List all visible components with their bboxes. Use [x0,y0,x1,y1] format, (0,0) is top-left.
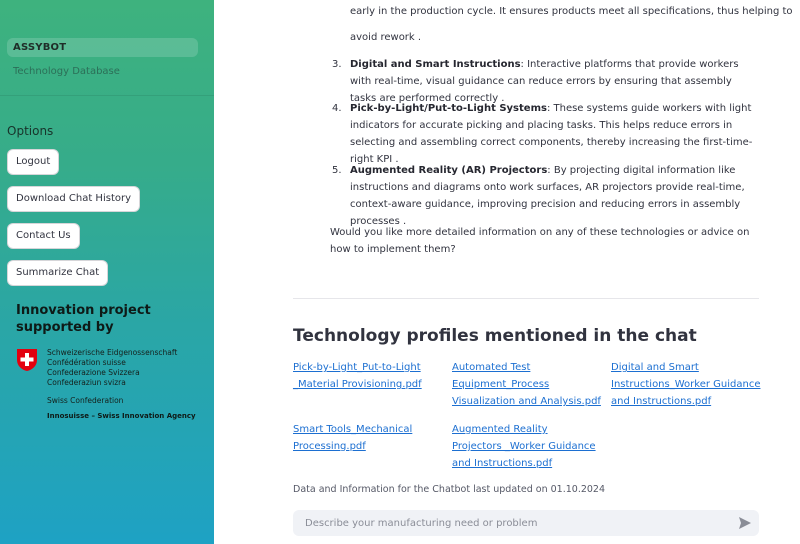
pdf-link-pick-by-light[interactable]: Pick-by-Light_Put-to-Light _Material Provisioning.pdf [293,362,422,390]
message-line: avoid rework . [350,32,422,43]
swiss-coat-of-arms-icon [16,348,38,372]
innosuisse-label: Innosuisse – Swiss Innovation Agency [47,412,196,420]
last-updated-note: Data and Information for the Chatbot last updated on 01.10.2024 [293,484,606,495]
message-cut-line: early in the production cycle. It ensures products meet all specifications, thus helping to [350,6,793,17]
chat-input-bar [293,510,759,536]
pdf-link-automated-test-equipment[interactable]: Automated Test Equipment_Process Visualization and Analysis.pdf [452,362,601,407]
pdf-link-smart-tools[interactable]: Smart Tools_Mechanical Processing.pdf [293,424,413,452]
follow-up-question: Would you like more detailed information on any of these technologies or advice on how to implement them? [330,227,750,255]
send-icon[interactable] [737,515,753,531]
section-divider [293,298,759,299]
download-chat-history-button[interactable]: Download Chat History [7,186,140,212]
pdf-link-digital-smart-instructions[interactable]: Digital and Smart Instructions_Worker Guidance and Instructions.pdf [611,362,761,407]
profiles-heading: Technology profiles mentioned in the chat [293,326,697,346]
logout-button[interactable]: Logout [7,149,59,175]
sidebar-divider [0,95,214,96]
contact-us-button[interactable]: Contact Us [7,223,80,249]
main-area: early in the production cycle. It ensures products meet all specifications, thus helping to avoid rework . 3. Digital and Smart Instructions: Interactive platforms that provide workers with real-time, visual guidance can reduce errors by ensuring that assembly tasks are performed correctly . 4. Pick-by-Light/Put-to-Light Systems: These systems guide workers with light indicators for accurate picking and placing tasks. This helps reduce errors in selecting and assembling correct components, thereby increasing the first-time-right KPI . 5. Augmented Reality (AR) Projectors: By projecting digital information like instructions and diagrams onto work surfaces, AR projectors provide real-time, context-aware guidance, improving precision and reducing errors in assembly processes . Would you like more detailed information on any of these technologies or advice on how to implement them? Technology profiles mentioned in the chat Pick-by-Light_Put-to-Light _Material Provisioning.pdf Automated Test Equipment_Process Visualization and Analysis.pdf Digital and Smart Instructions_Worker Guidance and Instructions.pdf Smart Tools_Mechanical Processing.pdf Augmented Reality Projectors _Worker Guidance and Instructions.pdf Data and Information for the Chatbot last updated on 01.10.2024 Describe your manufacturing need or problem [214,0,800,544]
swiss-logo-text: Schweizerische Eidgenossenschaft Confédération suisse Confederazione Svizzera Confederaziun svizra [47,348,178,387]
app-subtitle: Technology Database [13,66,120,77]
app-brand: ASSYBOT [7,38,198,57]
innovation-heading: Innovation project supported by [16,303,151,335]
swiss-confederation-label: Swiss Confederation [47,396,124,405]
options-heading: Options [7,124,54,138]
pdf-link-ar-projectors[interactable]: Augmented Reality Projectors _Worker Guidance and Instructions.pdf [452,424,596,469]
summarize-chat-button[interactable]: Summarize Chat [7,260,108,286]
chat-input[interactable] [293,510,723,536]
sidebar [0,0,214,544]
